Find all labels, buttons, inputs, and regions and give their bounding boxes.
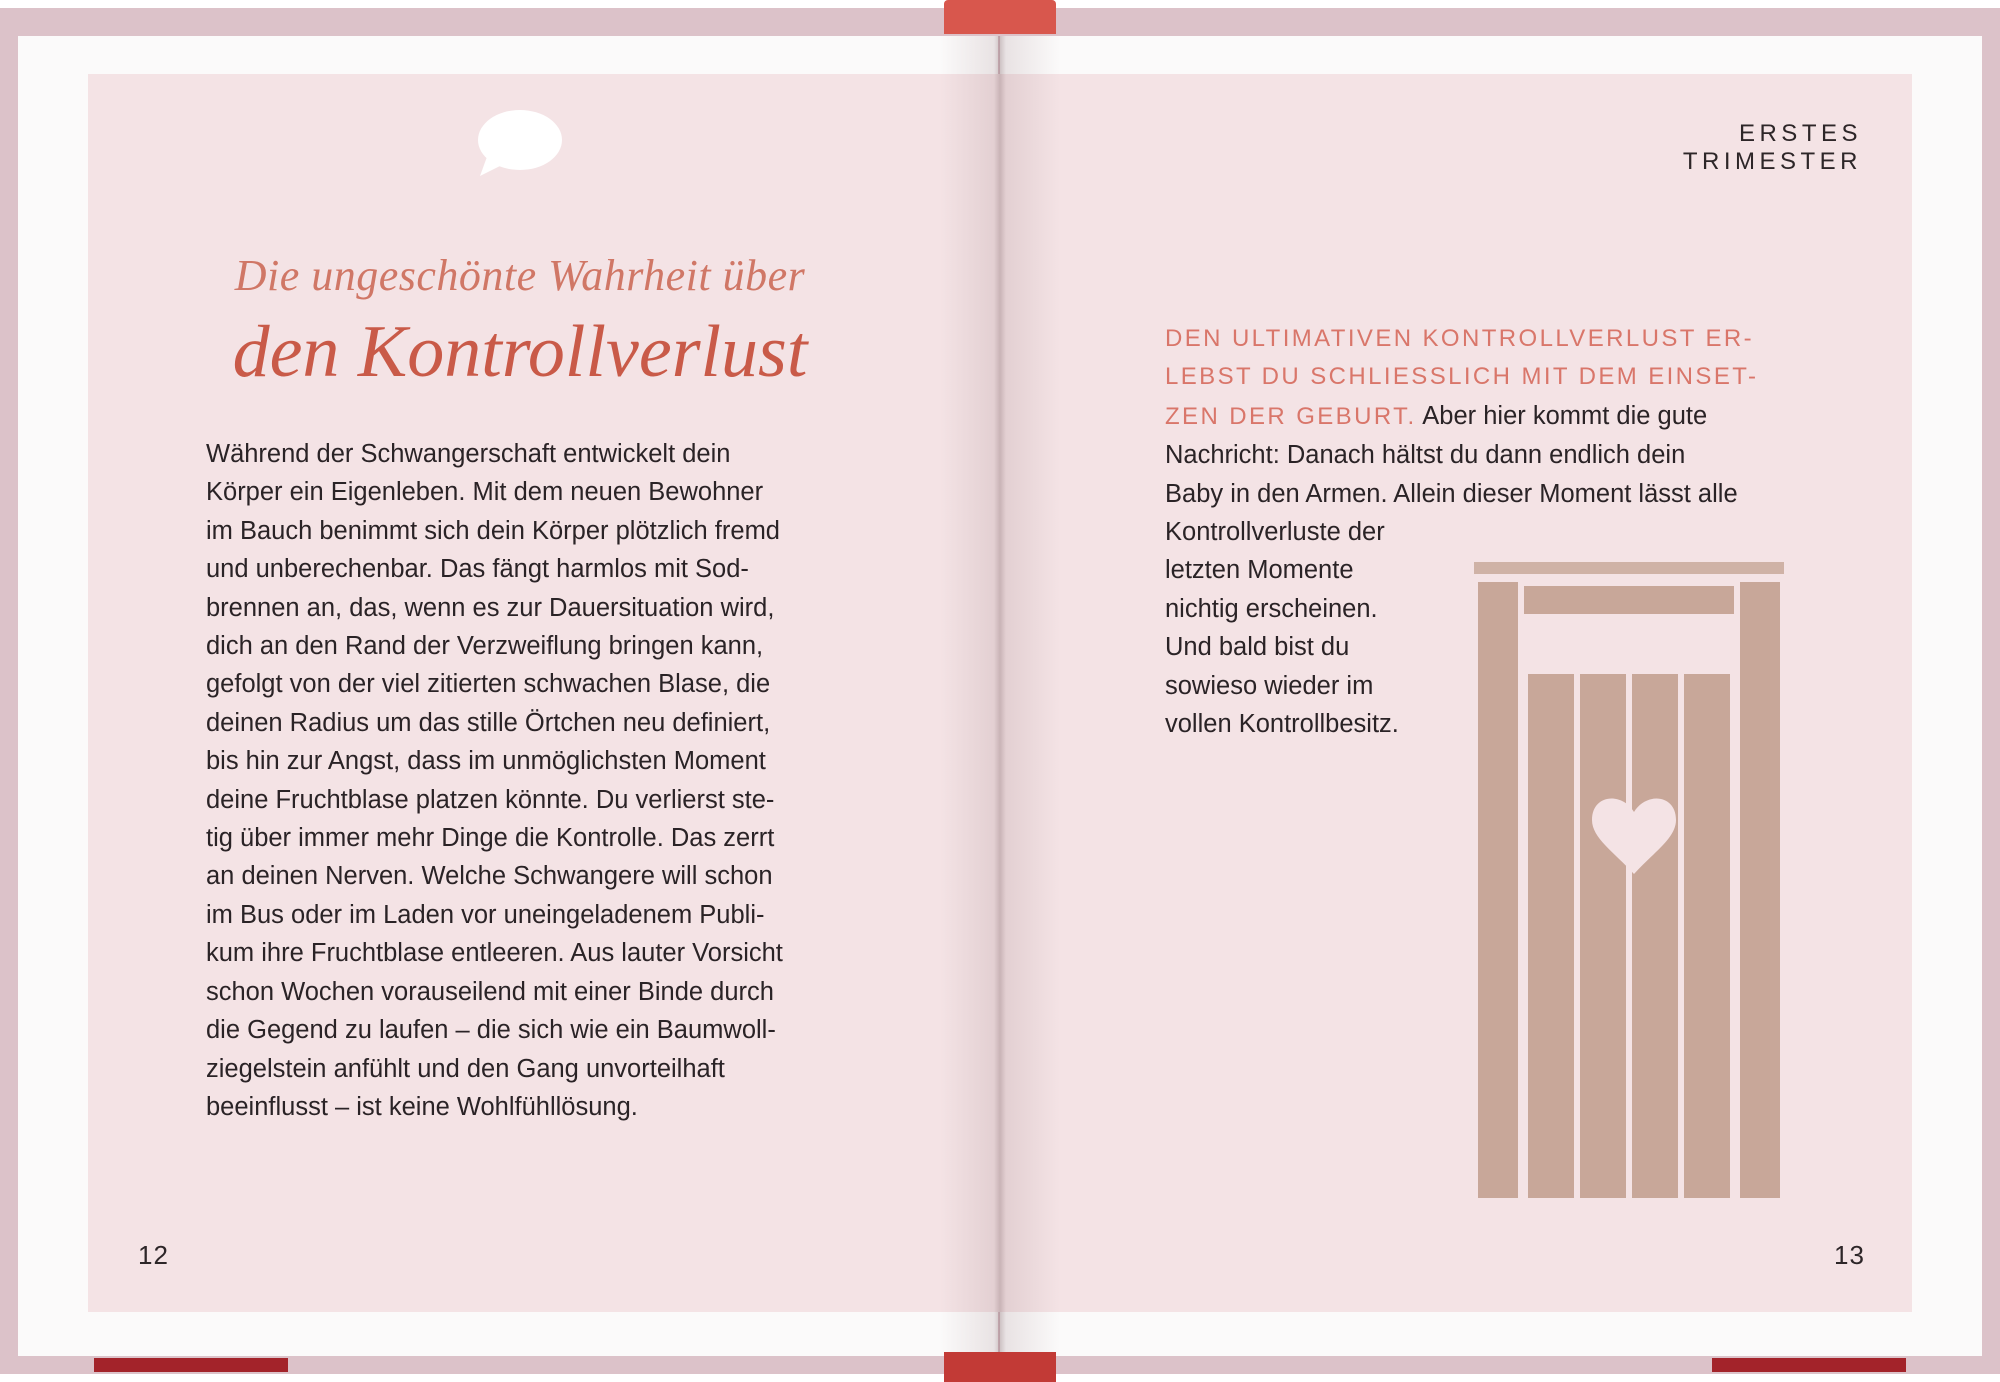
body-line: vollen Kontrollbesitz. bbox=[1165, 710, 1399, 739]
highlight-fragment: ZEN DER GEBURT. bbox=[1165, 402, 1417, 430]
body-line: kum ihre Fruchtblase entleeren. Aus lauter Vorsicht bbox=[206, 939, 783, 968]
chapter-title-line1: Die ungeschönte Wahrheit über bbox=[234, 251, 806, 300]
book-gutter bbox=[940, 36, 1060, 1356]
cover-strip-left bbox=[94, 1358, 288, 1372]
cover-strip-right bbox=[1712, 1358, 1906, 1372]
headband bbox=[944, 0, 1056, 34]
body-line: tig über immer mehr Dinge die Kontrolle. Das zerrt bbox=[206, 824, 775, 853]
body-line: Nachricht: Danach hältst du dann endlich dein bbox=[1165, 441, 1686, 470]
body-line: Baby in den Armen. Allein dieser Moment lässt alle bbox=[1165, 479, 1738, 508]
body-fragment: Aber hier kommt die gute bbox=[1416, 401, 1708, 430]
body-line: deinen Radius um das stille Örtchen neu definiert, bbox=[206, 708, 771, 737]
highlight-line: DEN ULTIMATIVEN KONTROLLVERLUST ER- bbox=[1165, 325, 1754, 352]
body-line: beeinflusst – ist keine Wohlfühllösung. bbox=[206, 1092, 638, 1121]
body-line: letzten Momente bbox=[1165, 556, 1354, 585]
body-line: und unberechenbar. Das fängt harmlos mit Sod- bbox=[206, 555, 749, 584]
body-line: die Gegend zu laufen – die sich wie ein Baumwoll- bbox=[206, 1016, 776, 1045]
body-line: brennen an, das, wenn es zur Dauersituation wird, bbox=[206, 593, 775, 622]
body-line: im Bus oder im Laden vor uneingeladenem Publi- bbox=[206, 900, 765, 929]
outhouse-door-icon bbox=[1474, 562, 1784, 1198]
chapter-title-line2: den Kontrollverlust bbox=[232, 311, 808, 393]
page-number-right: 13 bbox=[1834, 1240, 1865, 1270]
body-line: bis hin zur Angst, dass im unmöglichsten Moment bbox=[206, 747, 766, 776]
highlight-line: LEBST DU SCHLIESSLICH MIT DEM EINSET- bbox=[1165, 363, 1759, 391]
body-line: Und bald bist du bbox=[1165, 633, 1350, 662]
body-line: sowieso wieder im bbox=[1165, 671, 1374, 700]
body-line: dich an den Rand der Verzweiflung bringen kann, bbox=[206, 632, 764, 661]
tailband bbox=[944, 1352, 1056, 1382]
body-line: gefolgt von der viel zitierten schwachen Blase, die bbox=[206, 670, 771, 699]
body-line: ziegelstein anfühlt und den Gang unvorteilhaft bbox=[206, 1054, 725, 1083]
left-body-text bbox=[206, 435, 846, 1126]
body-line: schon Wochen vorauseilend mit einer Binde durch bbox=[206, 977, 774, 1006]
body-line: Kontrollverluste der bbox=[1165, 518, 1385, 547]
body-line: Während der Schwangerschaft entwickelt dein bbox=[206, 440, 731, 468]
speech-bubble-icon bbox=[474, 106, 564, 182]
body-line: deine Fruchtblase platzen könnte. Du verlierst ste- bbox=[206, 785, 775, 814]
running-header: ERSTES TRIMESTER bbox=[1682, 120, 1862, 175]
body-line: im Bauch benimmt sich dein Körper plötzlich fremd bbox=[206, 516, 780, 545]
body-line-mixed bbox=[1165, 397, 1805, 436]
page-number-left: 12 bbox=[138, 1240, 169, 1270]
body-line: Körper ein Eigenleben. Mit dem neuen Bewohner bbox=[206, 478, 764, 507]
body-line: an deinen Nerven. Welche Schwangere will schon bbox=[206, 862, 773, 891]
body-line: nichtig erscheinen. bbox=[1165, 594, 1378, 623]
